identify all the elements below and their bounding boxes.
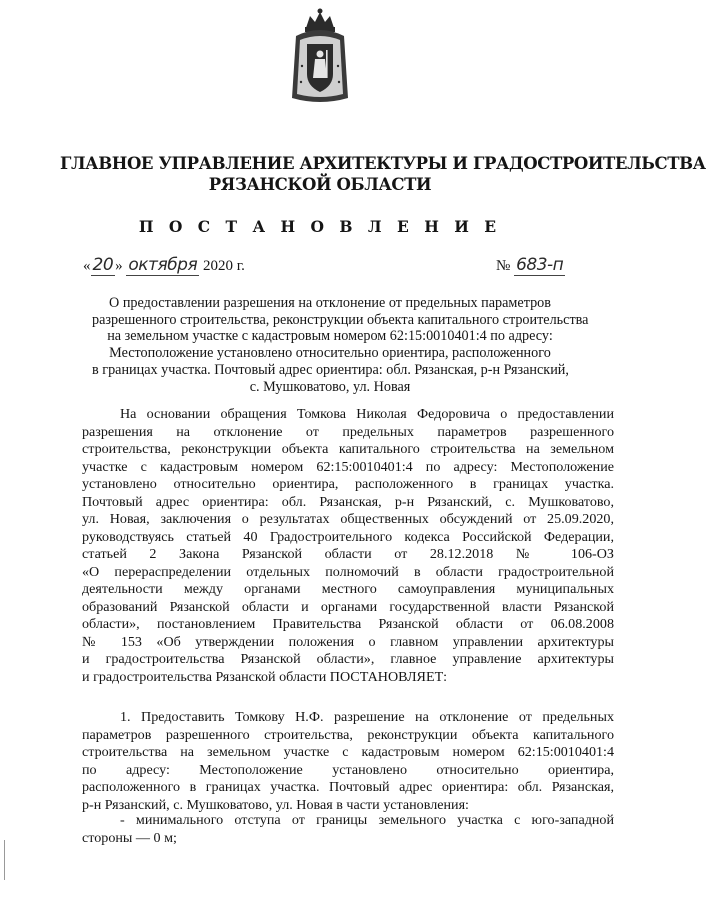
scan-margin-mark <box>4 840 6 880</box>
paragraph-line: № 153 «Об утверждении положения о главном управлении архитектуры <box>82 633 614 650</box>
date-day: 20 <box>92 255 114 275</box>
paragraph-line: и градостроительства Рязанской области ПОСТАНОВЛЯЕТ: <box>82 668 448 685</box>
paragraph-line: - минимального отступа от границы земельного участка с юго-западной <box>120 812 614 828</box>
coat-of-arms-icon <box>288 6 352 110</box>
subject-line: в границах участка. Почтовый адрес ориентира: обл. Рязанская, р-н Рязанский, <box>92 361 569 378</box>
subject-line: разрешенного строительства, реконструкции объекта капитального строительства <box>92 311 589 328</box>
date-year: 2020 г. <box>202 258 245 274</box>
paragraph-line: разрешения на отклонение от предельных параметров разрешенного <box>82 423 614 440</box>
paragraph-line: ул. Новая, заключения о результатах общественных обсуждений от 25.09.2020, <box>82 511 614 527</box>
number-label: № <box>496 258 511 274</box>
document-date <box>83 255 245 275</box>
bullet-paragraph <box>82 812 614 847</box>
paragraph-line: руководствуясь статьей 40 Градостроительного кодекса Российской Федерации, <box>82 528 614 545</box>
paragraph-line: стороны — 0 м; <box>82 829 177 846</box>
document-subject <box>92 295 589 395</box>
paragraph-line: расположенного в границах участка. Почтовый адрес ориентира: обл. Рязанская, <box>82 779 614 795</box>
paragraph-line: строительства на земельном участке с кадастровым номером 62:15:0010401:4 <box>82 744 614 760</box>
paragraph-line: участке с кадастровым номером 62:15:0010401:4 по адресу: Местоположение <box>82 458 614 475</box>
paragraph-line: по адресу: Местоположение установлено относительно ориентира, <box>82 761 614 778</box>
subject-line: Местоположение установлено относительно ориентира, расположенного <box>109 345 551 362</box>
subject-line: О предоставлении разрешения на отклонение от предельных параметров <box>109 295 551 311</box>
subject-line: с. Мушковатово, ул. Новая <box>249 378 411 395</box>
paragraph-line: р-н Рязанский, с. Мушковатово, ул. Новая в части установления: <box>82 796 469 813</box>
number-value: 683-п <box>516 255 564 275</box>
paragraph-line: установлено относительно ориентира, расположенного в границах участка. <box>82 476 614 492</box>
paragraph-line: 1. Предоставить Томкову Н.Ф. разрешение на отклонение от предельных <box>120 709 614 725</box>
paragraph-line: статьей 2 Закона Рязанской области от 28.12.2018 № 106-ОЗ <box>82 546 614 562</box>
paragraph-line: строительства, реконструкции объекта капитального строительства на земельном <box>82 441 614 457</box>
paragraph-line: параметров разрешенного строительства, реконструкции объекта капитального <box>82 726 614 743</box>
point-1-paragraph <box>82 709 614 814</box>
date-quote-close: » <box>115 258 123 274</box>
paragraph-line: деятельности между органами местного самоуправления муниципальных <box>82 581 614 597</box>
organization-name-line1: ГЛАВНОЕ УПРАВЛЕНИЕ АРХИТЕКТУРЫ И ГРАДОСТРОИТЕЛЬСТВА <box>60 154 706 173</box>
paragraph-line: На основании обращения Томкова Николая Федоровича о предоставлении <box>120 406 614 422</box>
paragraph-line: образований Рязанской области и органами государственной власти Рязанской <box>82 598 614 615</box>
paragraph-line: Почтовый адрес ориентира: обл. Рязанская, р-н Рязанский, с. Мушковатово, <box>82 493 614 510</box>
paragraph-line: области», постановлением Правительства Рязанской области от 06.08.2008 <box>82 616 614 632</box>
paragraph-line: и градостроительства Рязанской области», главное управление архитектуры <box>82 651 614 667</box>
document-type-title: П О С Т А Н О В Л Е Н И Е <box>138 217 502 236</box>
subject-line: на земельном участке с кадастровым номером 62:15:0010401:4 по адресу: <box>107 328 553 345</box>
basis-paragraph <box>82 406 614 686</box>
date-quote-open: « <box>83 258 91 274</box>
date-month: октября <box>128 255 198 275</box>
paragraph-line: «О перераспределении отдельных полномочий в области градостроительной <box>82 563 614 580</box>
document-number <box>496 255 565 275</box>
organization-name-line2: РЯЗАНСКОЙ ОБЛАСТИ <box>208 175 432 194</box>
